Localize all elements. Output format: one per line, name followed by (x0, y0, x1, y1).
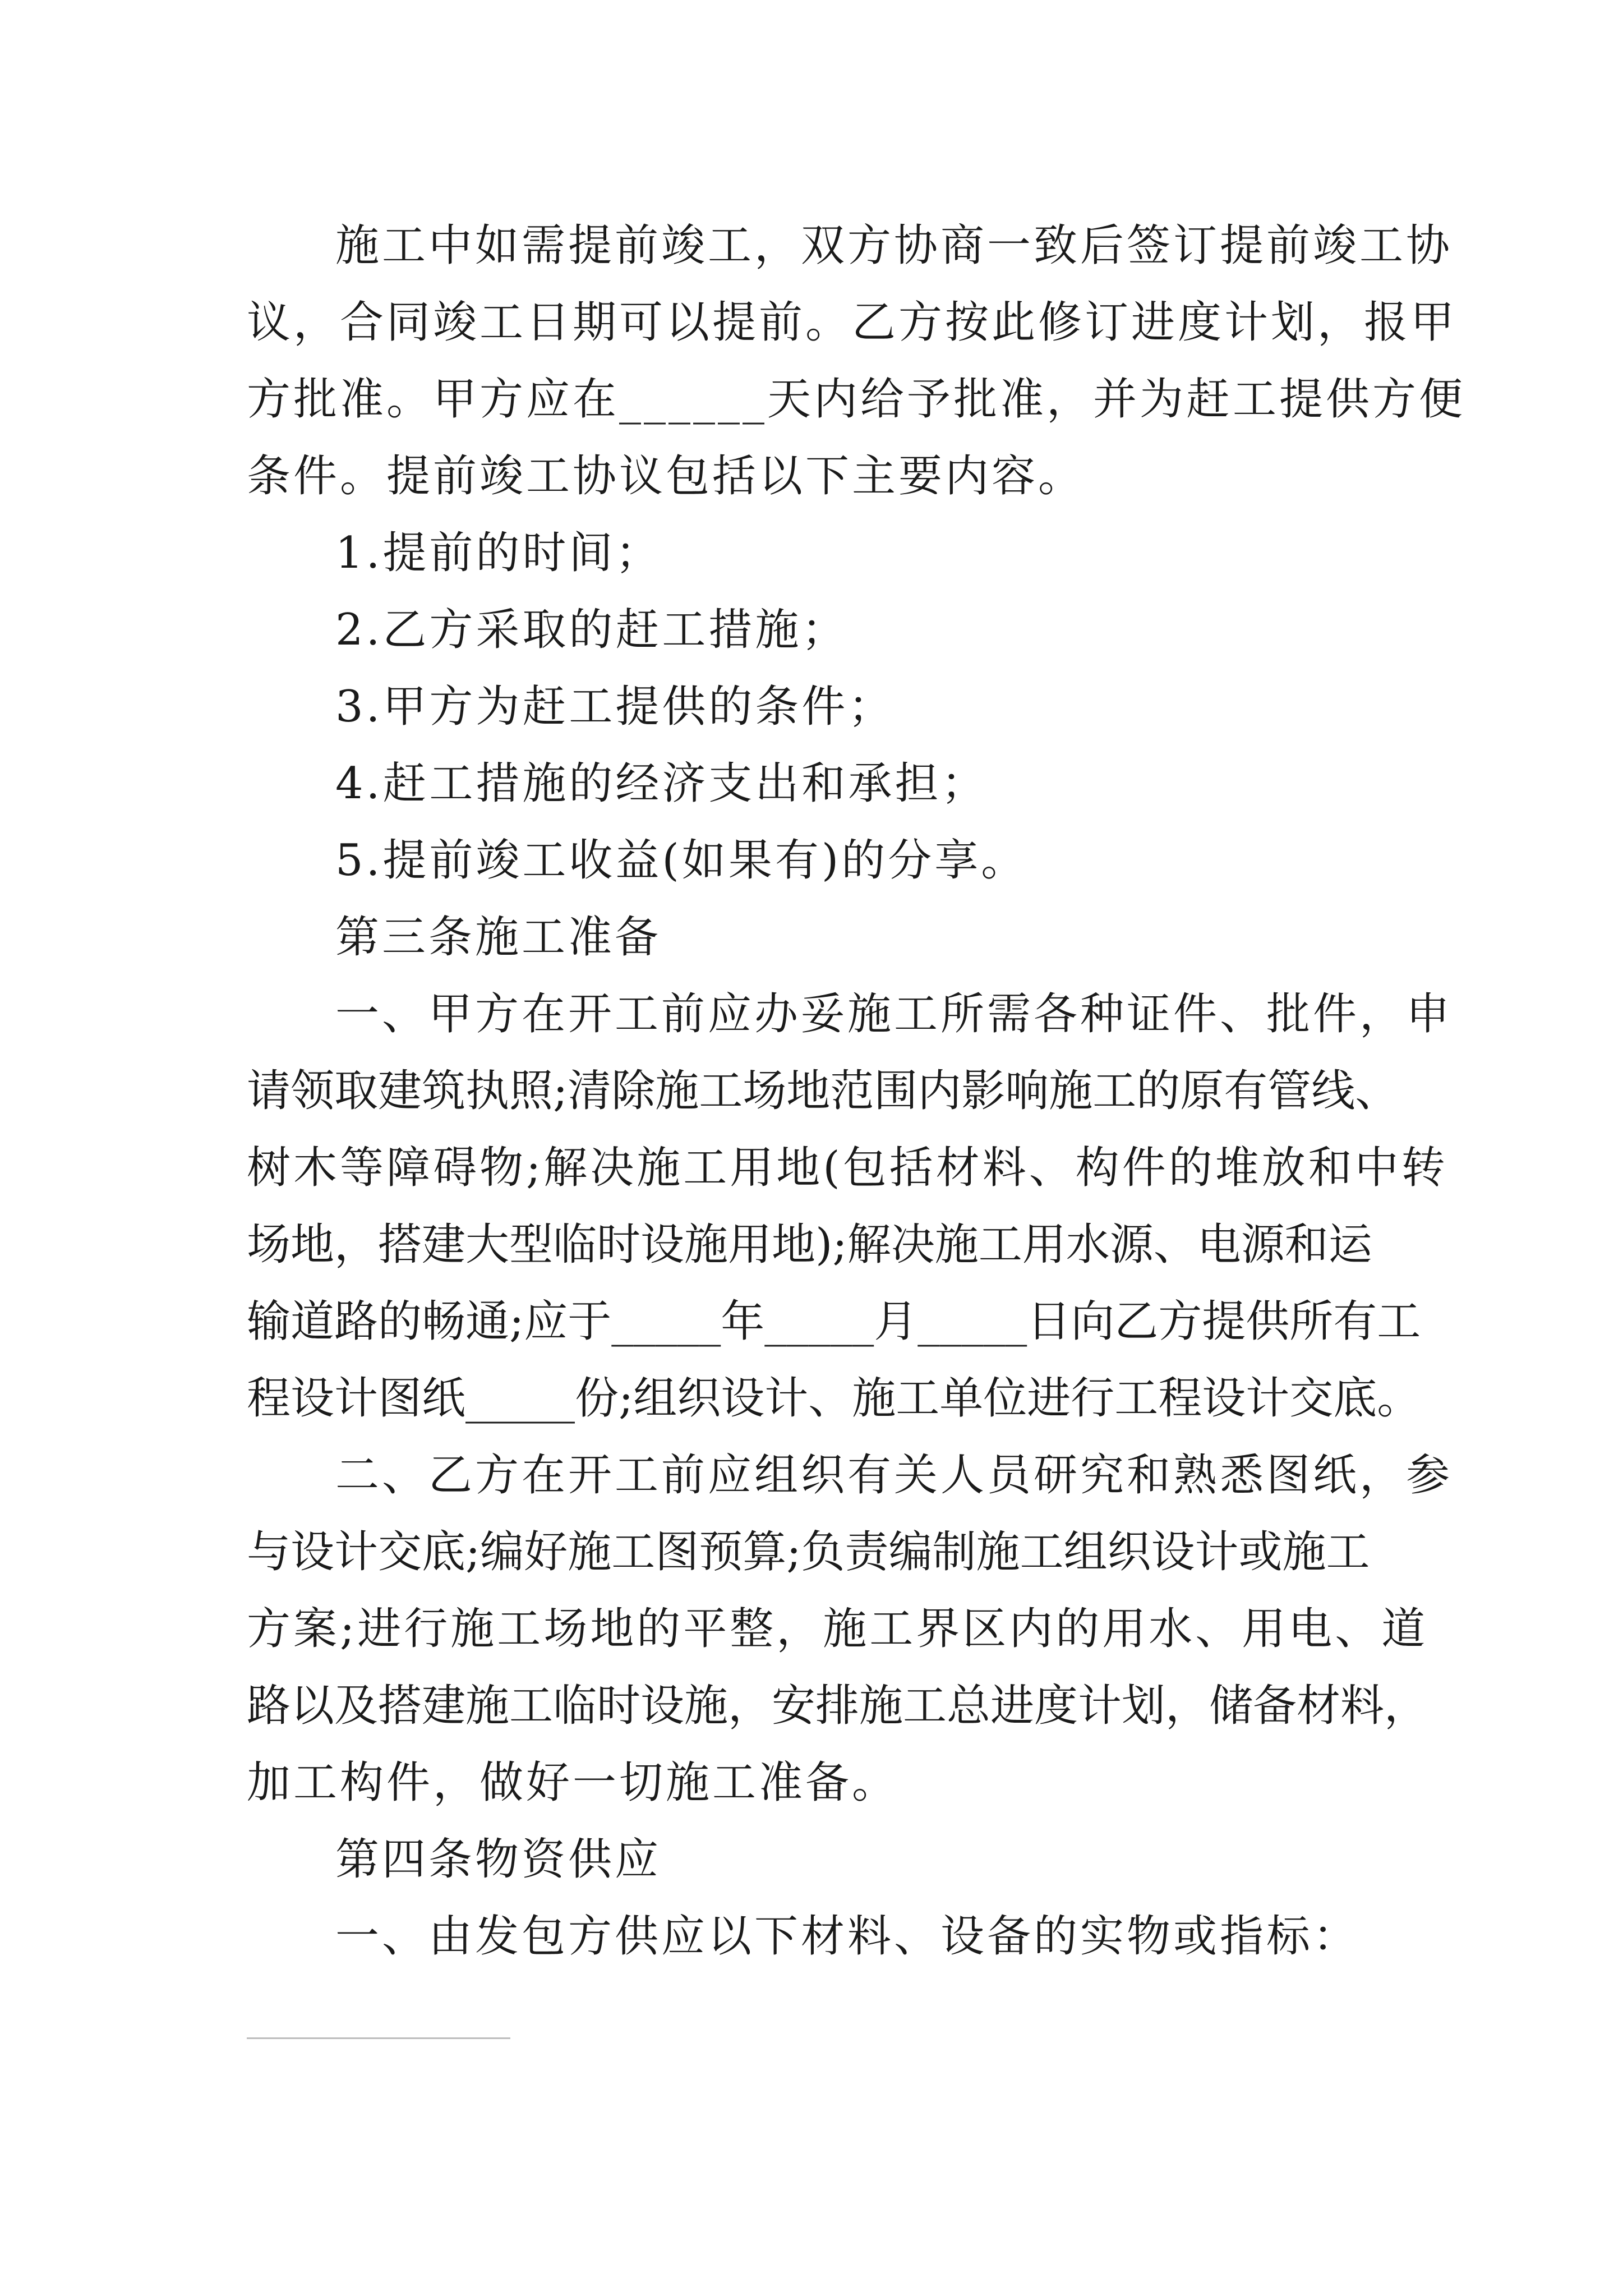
paragraph-line: 二、乙方在开工前应组织有关人员研究和熟悉图纸，参 (335, 1450, 1453, 1501)
list-item: 3.甲方为赶工提供的条件； (335, 682, 895, 732)
list-item: 5.提前竣工收益(如果有)的分享。 (335, 835, 1028, 886)
section-heading: 第三条施工准备 (335, 912, 662, 963)
section-heading: 第四条物资供应 (335, 1834, 662, 1885)
paragraph-line: 路以及搭建施工临时设施，安排施工总进度计划，储备材料， (247, 1681, 1428, 1731)
footnote-divider (247, 2037, 510, 2039)
paragraph-line: 与设计交底;编好施工图预算;负责编制施工组织设计或施工 (247, 1527, 1370, 1577)
paragraph-line: 输道路的畅通;应于_____年_____月_____日向乙方提供所有工 (247, 1296, 1421, 1347)
paragraph-line: 加工构件，做好一切施工准备。 (247, 1757, 899, 1808)
document-body (247, 208, 1466, 1975)
paragraph-line: 树木等障碍物;解决施工用地(包括材料、构件的堆放和中转 (247, 1143, 1448, 1193)
paragraph-line: 方批准。甲方应在______天内给予批准，并为赶工提供方便 (247, 374, 1466, 425)
paragraph-line: 施工中如需提前竣工，双方协商一致后签订提前竣工协 (335, 220, 1453, 271)
list-item: 2.乙方采取的赶工措施； (335, 605, 849, 655)
paragraph-line: 条件。提前竣工协议包括以下主要内容。 (247, 451, 1085, 501)
paragraph-line: 请领取建筑执照;清除施工场地范围内影响施工的原有管线、 (247, 1066, 1399, 1116)
paragraph-line: 程设计图纸_____份;组织设计、施工单位进行工程设计交底。 (247, 1373, 1421, 1424)
paragraph-line: 场地，搭建大型临时设施用地);解决施工用水源、电源和运 (247, 1220, 1372, 1270)
list-item: 1.提前的时间； (335, 528, 662, 578)
paragraph-line: 议，合同竣工日期可以提前。乙方按此修订进度计划，报甲 (247, 297, 1458, 348)
paragraph-line: 一、由发包方供应以下材料、设备的实物或指标： (335, 1911, 1360, 1962)
paragraph-line: 一、甲方在开工前应办妥施工所需各种证件、批件，申 (335, 989, 1453, 1039)
paragraph-line: 方案;进行施工场地的平整，施工界区内的用水、用电、道 (247, 1604, 1428, 1654)
list-item: 4.赶工措施的经济支出和承担； (335, 758, 988, 809)
